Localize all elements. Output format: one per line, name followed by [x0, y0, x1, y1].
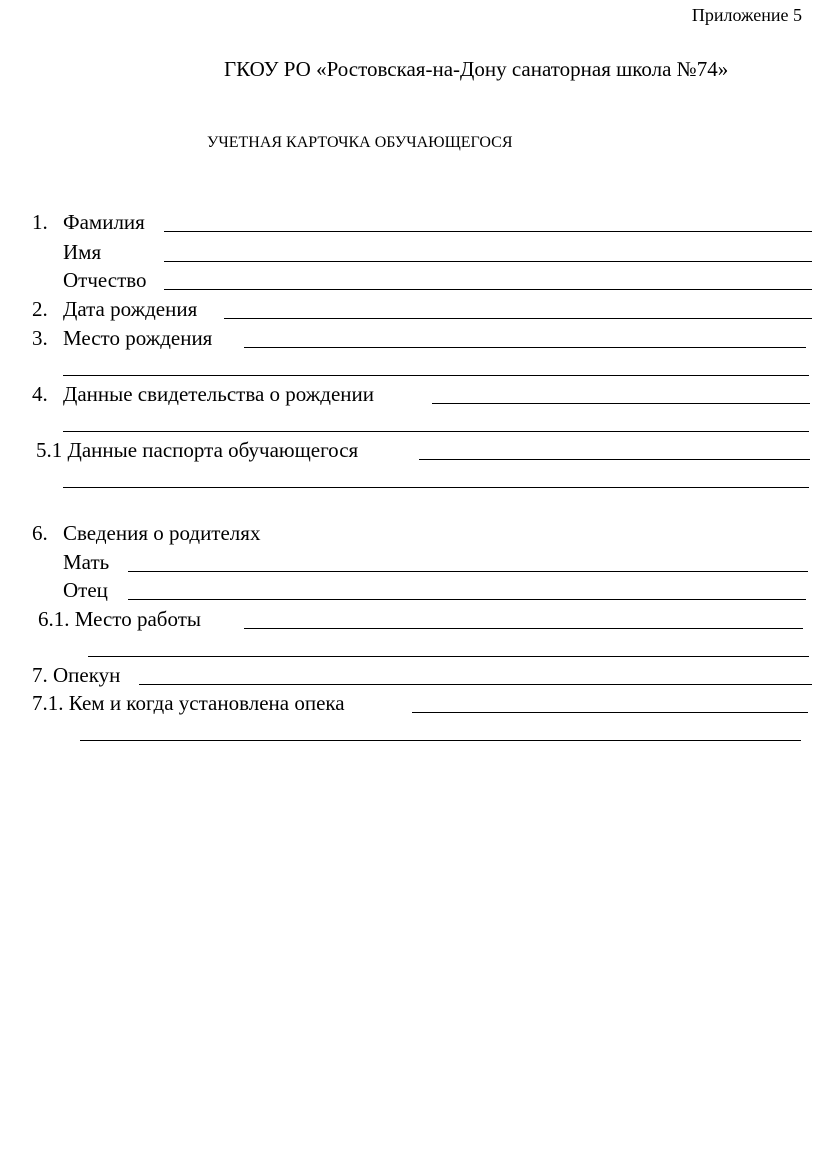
birth-date-line[interactable] [224, 318, 812, 319]
guardianship-label: 7.1. Кем и когда установлена опека [32, 691, 345, 715]
birth-place-line-2[interactable] [63, 375, 809, 376]
item-number-2: 2. [32, 297, 48, 321]
guardian-label: 7. Опекун [32, 663, 121, 687]
birth-certificate-line[interactable] [432, 403, 810, 404]
birth-certificate-label: Данные свидетельства о рождении [63, 382, 375, 406]
name-line[interactable] [164, 261, 812, 262]
mother-label: Мать [63, 550, 110, 574]
surname-line[interactable] [164, 231, 812, 232]
name-label: Имя [63, 240, 102, 264]
item-number-6: 6. [32, 521, 48, 545]
surname-label: Фамилия [63, 210, 145, 234]
patronymic-label: Отчество [63, 268, 147, 292]
item-number-1: 1. [32, 210, 48, 234]
guardianship-line[interactable] [412, 712, 808, 713]
appendix-label: Приложение 5 [691, 5, 802, 25]
workplace-line-2[interactable] [88, 656, 809, 657]
patronymic-line[interactable] [164, 289, 812, 290]
passport-label: 5.1 Данные паспорта обучающегося [36, 438, 359, 462]
passport-line-2[interactable] [63, 487, 809, 488]
mother-line[interactable] [128, 571, 808, 572]
birth-place-line[interactable] [244, 347, 806, 348]
passport-line[interactable] [419, 459, 810, 460]
birth-date-label: Дата рождения [63, 297, 198, 321]
form-title: УЧЕТНАЯ КАРТОЧКА ОБУЧАЮЩЕГОСЯ [207, 134, 513, 151]
guardianship-line-2[interactable] [80, 740, 801, 741]
institution-name: ГКОУ РО «Ростовская-на-Дону санаторная школа №74» [224, 57, 729, 81]
workplace-line[interactable] [244, 628, 803, 629]
birth-certificate-line-2[interactable] [63, 431, 809, 432]
parents-label: Сведения о родителях [63, 521, 261, 545]
birth-place-label: Место рождения [63, 326, 213, 350]
item-number-3: 3. [32, 326, 48, 350]
father-line[interactable] [128, 599, 806, 600]
workplace-label: 6.1. Место работы [38, 607, 201, 631]
guardian-line[interactable] [139, 684, 812, 685]
item-number-4: 4. [32, 382, 48, 406]
father-label: Отец [63, 578, 108, 602]
